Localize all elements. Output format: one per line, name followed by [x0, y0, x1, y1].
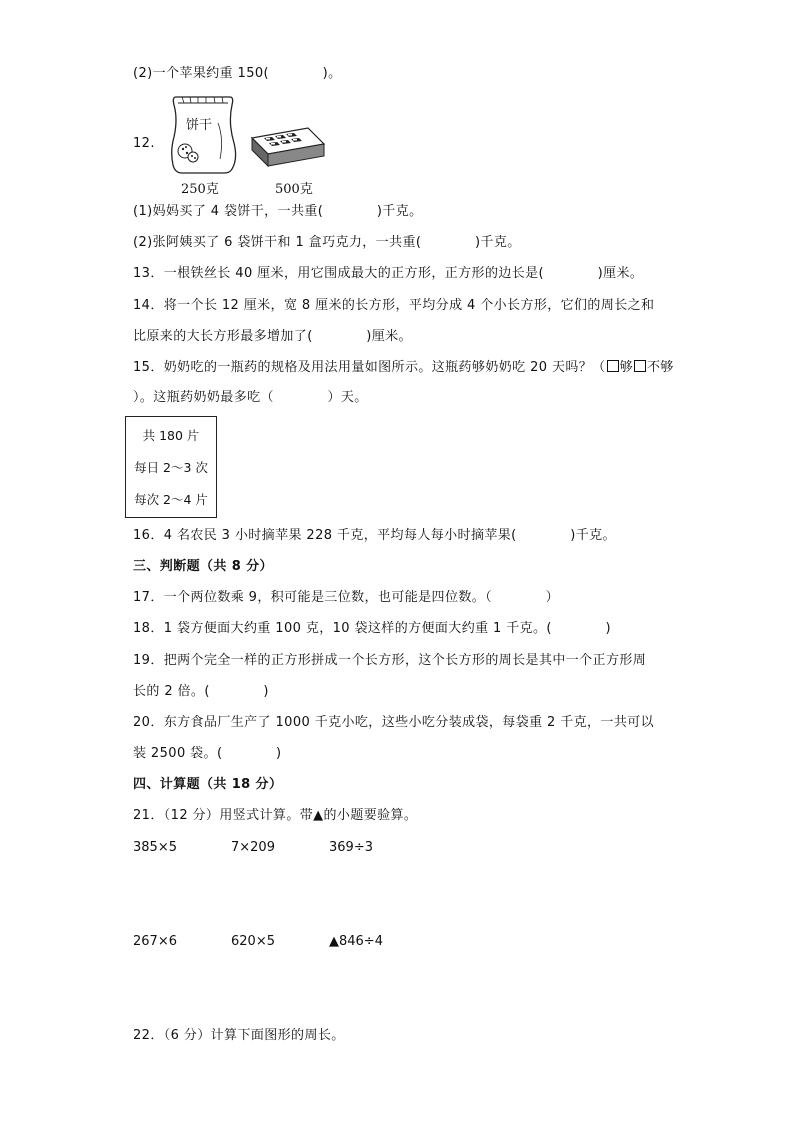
q22: 22．（6 分）计算下面图形的周长。: [133, 1028, 345, 1043]
calc-item: 7×209: [231, 840, 275, 855]
medicine-each: 每次 2～4 片: [134, 492, 208, 507]
option-not-enough-label: 不够: [646, 360, 674, 375]
chocolate-box-image: [250, 126, 326, 168]
medicine-daily: 每日 2～3 次: [134, 460, 208, 475]
calc-item: 385×5: [133, 840, 177, 855]
chocolate-weight-label: 500克: [275, 182, 313, 197]
q21-intro: 21．（12 分）用竖式计算。带▲的小题要验算。: [133, 808, 418, 823]
q12-part1: (1)妈妈买了 4 袋饼干，一共重( )千克。: [133, 204, 423, 219]
q17: 17．一个两位数乘 9，积可能是三位数，也可能是四位数。（ ）: [133, 590, 560, 605]
q14-line1: 14．将一个长 12 厘米，宽 8 厘米的长方形，平均分成 4 个小长方形，它们的周长之和: [133, 298, 655, 313]
medicine-total: 共 180 片: [142, 428, 200, 443]
cookie-bag-label: 饼干: [186, 118, 213, 133]
calc-item-check: ▲846÷4: [329, 934, 383, 949]
checkbox-not-enough[interactable]: [634, 360, 646, 372]
medicine-label-box: [125, 416, 217, 518]
q13: 13．一根铁丝长 40 厘米，用它围成最大的正方形，正方形的边长是( )厘米。: [133, 266, 644, 281]
q14-line2: 比原来的大长方形最多增加了( )厘米。: [133, 329, 412, 344]
option-enough-label: 够: [619, 360, 633, 375]
checkbox-enough[interactable]: [607, 360, 619, 372]
q11-part2: (2)一个苹果约重 150( )。: [133, 66, 342, 81]
q20-line1: 20．东方食品厂生产了 1000 千克小吃，这些小吃分装成袋，每袋重 2 千克，一共可以: [133, 715, 655, 730]
q15-line1-text: 15．奶奶吃的一瓶药的规格及用法用量如图所示。这瓶药够奶奶吃 20 天吗？（: [133, 360, 606, 375]
q12-part2: (2)张阿姨买了 6 袋饼干和 1 盒巧克力，一共重( )千克。: [133, 235, 521, 250]
q12-number: 12.: [133, 136, 155, 151]
q16: 16．4 名农民 3 小时摘苹果 228 千克，平均每人每小时摘苹果( )千克。: [133, 528, 616, 543]
cookie-weight-label: 250克: [181, 182, 219, 197]
calc-item: 267×6: [133, 934, 177, 949]
q19-line2: 长的 2 倍。( ): [133, 684, 269, 699]
section-3-heading: 三、判断题（共 8 分）: [133, 559, 273, 574]
calc-item: 369÷3: [329, 840, 373, 855]
calc-item: 620×5: [231, 934, 275, 949]
cookie-bag-image: [170, 93, 238, 175]
q19-line1: 19．把两个完全一样的正方形拼成一个长方形，这个长方形的周长是其中一个正方形周: [133, 653, 647, 668]
q20-line2: 装 2500 袋。( ): [133, 746, 282, 761]
q18: 18．1 袋方便面大约重 100 克，10 袋这样的方便面大约重 1 千克。( ): [133, 621, 611, 636]
q15-line2: ）。这瓶药奶奶最多吃（ ）天。: [133, 390, 368, 405]
q15-line1: [133, 360, 674, 376]
section-4-heading: 四、计算题（共 18 分）: [133, 777, 283, 792]
